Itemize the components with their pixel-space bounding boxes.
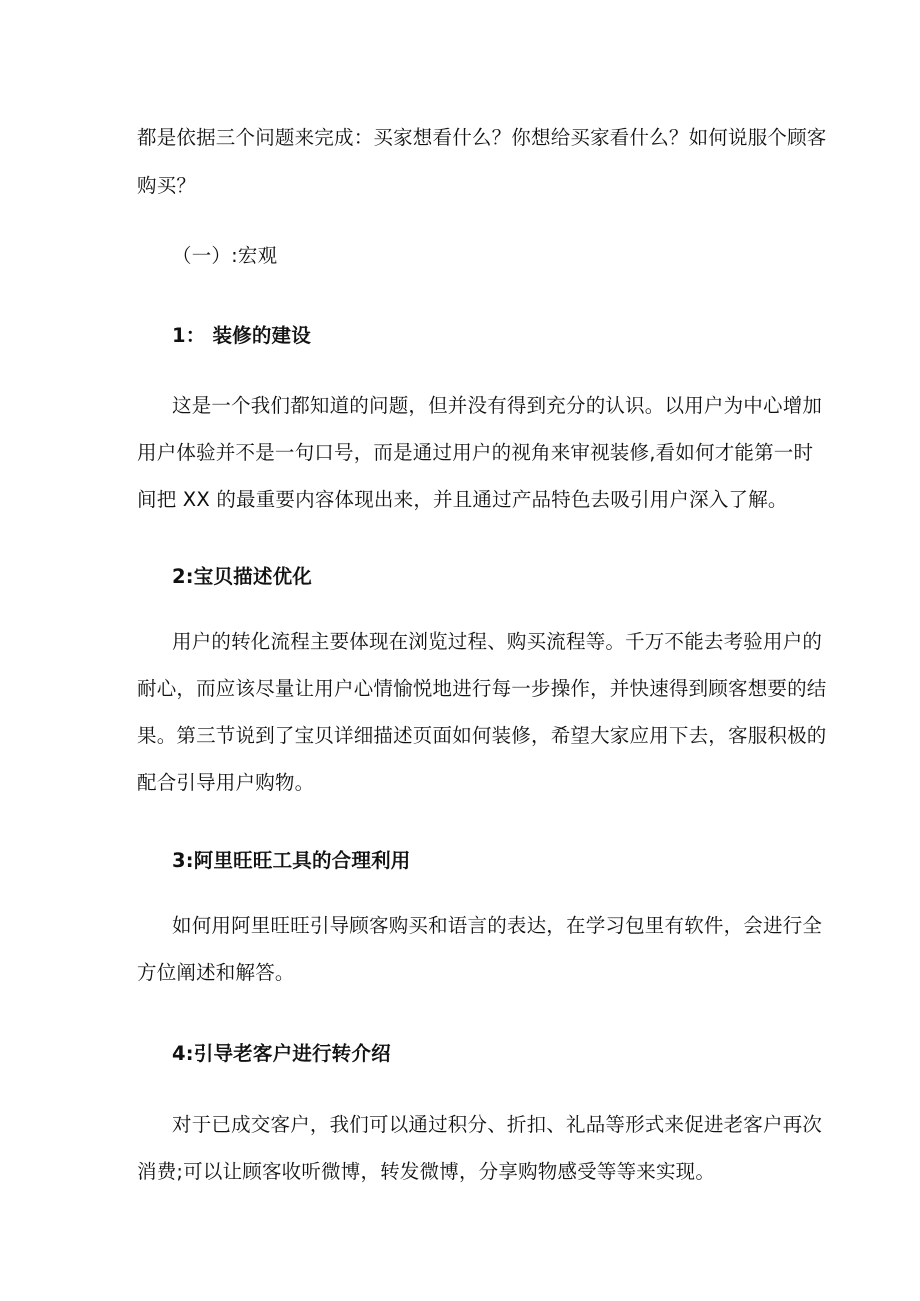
item-2-heading: 2:宝贝描述优化 bbox=[172, 565, 312, 588]
item-3-paragraph-line: 方位阐述和解答。 bbox=[137, 961, 295, 984]
item-3-heading: 3:阿里旺旺工具的合理利用 bbox=[172, 849, 411, 872]
item-2-paragraph-line: 配合引导用户购物。 bbox=[137, 771, 315, 794]
item-4-paragraph-line: 对于已成交客户，我们可以通过积分、折扣、礼品等形式来促进老客户再次 bbox=[172, 1113, 823, 1136]
item-1-heading: 1： 装修的建设 bbox=[172, 324, 311, 347]
item-4-heading: 4:引导老客户进行转介绍 bbox=[172, 1042, 391, 1065]
item-2-paragraph-line: 用户的转化流程主要体现在浏览过程、购买流程等。千万不能去考验用户的 bbox=[172, 630, 823, 653]
item-1-paragraph-line: 用户体验并不是一句口号，而是通过用户的视角来审视装修,看如何才能第一时 bbox=[137, 441, 814, 464]
item-2-paragraph-line: 耐心，而应该尽量让用户心情愉悦地进行每一步操作，并快速得到顾客想要的结 bbox=[137, 677, 827, 700]
item-4-paragraph-line: 消费;可以让顾客收听微博，转发微博，分享购物感受等等来实现。 bbox=[137, 1160, 716, 1183]
item-3-paragraph-line: 如何用阿里旺旺引导顾客购买和语言的表达，在学习包里有软件，会进行全 bbox=[172, 914, 823, 937]
intro-line-2: 购买？ bbox=[137, 174, 197, 197]
item-1-paragraph-line: 这是一个我们都知道的问题，但并没有得到充分的认识。以用户为中心增加 bbox=[172, 394, 823, 417]
item-1-paragraph-line: 间把 XX 的最重要内容体现出来，并且通过产品特色去吸引用户深入了解。 bbox=[137, 488, 788, 511]
item-2-paragraph-line: 果。第三节说到了宝贝详细描述页面如何装修，希望大家应用下去，客服积极的 bbox=[137, 724, 827, 747]
intro-line-1: 都是依据三个问题来完成：买家想看什么？你想给买家看什么？如何说服个顾客 bbox=[137, 126, 827, 149]
section-title-macro: （一）:宏观 bbox=[172, 244, 278, 267]
